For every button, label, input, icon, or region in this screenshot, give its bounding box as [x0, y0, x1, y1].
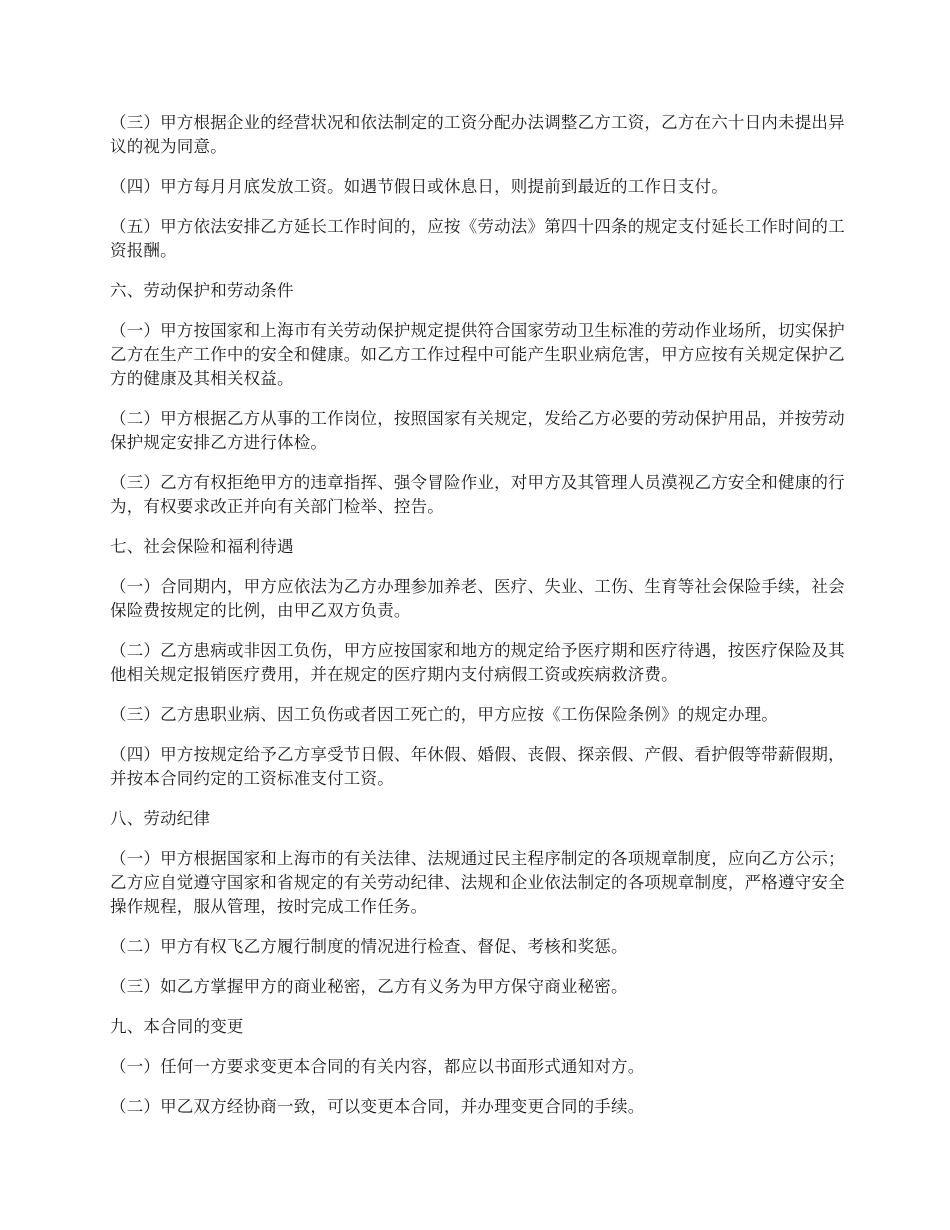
paragraph-wage-payment: （四）甲方每月月底发放工资。如遇节假日或休息日，则提前到最近的工作日支付。: [110, 177, 728, 196]
paragraph-trade-secrets: （三）如乙方掌握甲方的商业秘密，乙方有义务为甲方保守商业秘密。: [110, 977, 628, 996]
section-heading-labor-protection: 六、劳动保护和劳动条件: [110, 281, 294, 300]
paragraph-refuse-unsafe-work: （三）乙方有权拒绝甲方的违章指挥、强令冒险作业，对甲方及其管理人员漠视乙方安全和健康的行为，有权要求改正并向有关部门检举、控告。: [110, 473, 845, 516]
paragraph-workplace-safety: （一）甲方按国家和上海市有关劳动保护规定提供符合国家劳动卫生标准的劳动作业场所，切实保护乙方在生产工作中的安全和健康。如乙方工作过程中可能产生职业病危害，甲方应按有关规定保护乙方的健康及其相关权益。: [110, 321, 845, 388]
paragraph-overtime-pay: （五）甲方依法安排乙方延长工作时间的，应按《劳动法》第四十四条的规定支付延长工作时间的工资报酬。: [110, 217, 845, 260]
section-heading-social-insurance: 七、社会保险和福利待遇: [110, 537, 294, 556]
document-body: [110, 111, 850, 1135]
paragraph-illness-medical: （二）乙方患病或非因工负伤，甲方应按国家和地方的规定给予医疗期和医疗待遇，按医疗保险及其他相关规定报销医疗费用，并在规定的医疗期内支付病假工资或疾病救济费。: [110, 641, 845, 684]
paragraph-insurance-enrollment: （一）合同期内，甲方应依法为乙方办理参加养老、医疗、失业、工伤、生育等社会保险手续，社会保险费按规定的比例，由甲乙双方负责。: [110, 577, 845, 620]
paragraph-wage-adjustment: （三）甲方根据企业的经营状况和依法制定的工资分配办法调整乙方工资，乙方在六十日内未提出异议的视为同意。: [110, 113, 845, 156]
section-heading-labor-discipline: 八、劳动纪律: [110, 809, 211, 828]
section-heading-contract-changes: 九、本合同的变更: [110, 1017, 244, 1036]
paragraph-protective-equipment: （二）甲方根据乙方从事的工作岗位，按照国家有关规定，发给乙方必要的劳动保护用品，并按劳动保护规定安排乙方进行体检。: [110, 409, 845, 452]
paragraph-mutual-change: （二）甲乙双方经协商一致，可以变更本合同，并办理变更合同的手续。: [110, 1097, 645, 1116]
paragraph-work-injury: （三）乙方患职业病、因工负伤或者因工死亡的，甲方应按《工伤保险条例》的规定办理。: [110, 705, 778, 724]
paragraph-paid-leave: （四）甲方按规定给予乙方享受节日假、年休假、婚假、丧假、探亲假、产假、看护假等带薪假期，并按本合同约定的工资标准支付工资。: [110, 745, 845, 788]
paragraph-rules-compliance: （一）甲方根据国家和上海市的有关法律、法规通过民主程序制定的各项规章制度，应向乙方公示；乙方应自觉遵守国家和省规定的有关劳动纪律、法规和企业依法制定的各项规章制度，严格遵守安全操作规程，服从管理，按时完成工作任务。: [110, 849, 845, 916]
paragraph-inspection-rights: （二）甲方有权飞乙方履行制度的情况进行检查、督促、考核和奖惩。: [110, 937, 628, 956]
paragraph-written-notice: （一）任何一方要求变更本合同的有关内容，都应以书面形式通知对方。: [110, 1057, 645, 1076]
